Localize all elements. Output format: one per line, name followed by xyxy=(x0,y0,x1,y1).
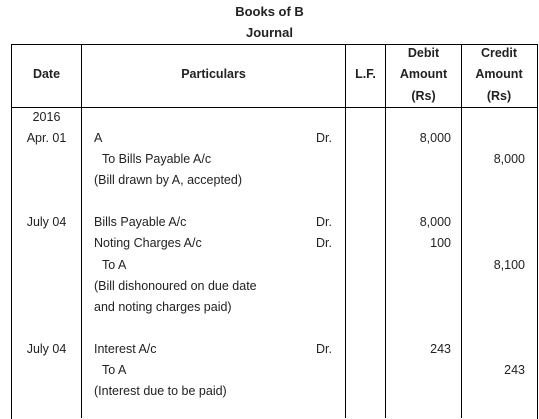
page-subtitle: Journal xyxy=(246,25,293,40)
dr-marker: Dr. xyxy=(316,236,332,250)
page-title: Books of B xyxy=(235,4,304,19)
dr-marker: Dr. xyxy=(316,342,332,356)
debit-account: Interest A/c xyxy=(94,342,157,356)
credit-account: To Bills Payable A/c xyxy=(102,152,212,166)
debit-amount: 8,000 xyxy=(419,215,451,229)
header-credit-line2: Amount xyxy=(475,67,523,81)
year: 2016 xyxy=(32,110,61,124)
credit-account: To A xyxy=(102,363,127,377)
narration: and noting charges paid) xyxy=(94,300,232,314)
credit-account: To A xyxy=(102,258,127,272)
header-date: Date xyxy=(32,67,61,81)
header-credit-line3: (Rs) xyxy=(486,89,512,103)
debit-amount: 100 xyxy=(430,236,451,250)
debit-amount: 243 xyxy=(430,342,451,356)
entry-date: Apr. 01 xyxy=(26,131,67,145)
narration: (Interest due to be paid) xyxy=(94,384,227,398)
header-debit-line2: Amount xyxy=(399,67,448,81)
debit-amount: 8,000 xyxy=(419,131,451,145)
debit-account: A xyxy=(94,131,103,145)
dr-marker: Dr. xyxy=(316,215,332,229)
credit-amount: 8,000 xyxy=(493,152,525,166)
column-divider xyxy=(345,44,346,418)
header-divider xyxy=(11,107,538,108)
debit-account: Noting Charges A/c xyxy=(94,236,202,250)
narration: (Bill dishonoured on due date xyxy=(94,279,257,293)
entry-date: July 04 xyxy=(26,215,67,229)
header-credit-line1: Credit xyxy=(480,46,518,60)
credit-amount: 8,100 xyxy=(493,258,525,272)
debit-account: Bills Payable A/c xyxy=(94,215,187,229)
header-lf: L.F. xyxy=(355,67,376,81)
credit-amount: 243 xyxy=(504,363,525,377)
dr-marker: Dr. xyxy=(316,131,332,145)
header-particulars: Particulars xyxy=(181,67,246,81)
entry-date: July 04 xyxy=(26,342,67,356)
header-debit-line3: (Rs) xyxy=(411,89,436,103)
narration: (Bill drawn by A, accepted) xyxy=(94,173,242,187)
column-divider xyxy=(81,44,82,418)
header-debit-line1: Debit xyxy=(407,46,440,60)
